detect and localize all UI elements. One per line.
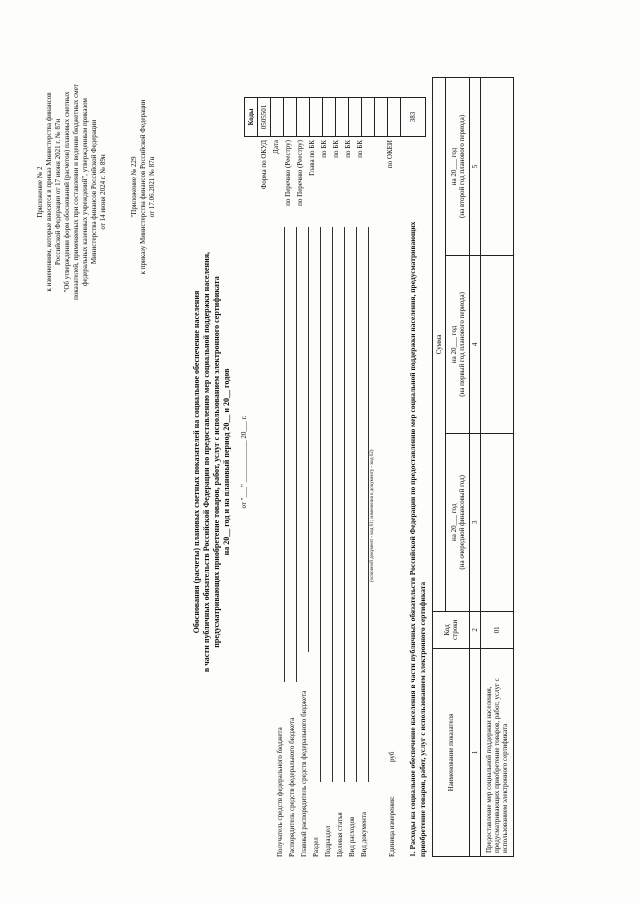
code-cell	[336, 98, 349, 137]
bk-label: по БК	[320, 140, 328, 158]
code-cell	[284, 98, 297, 137]
okei-code: 383	[401, 98, 426, 137]
bk-label: по БК	[356, 140, 364, 158]
appendix229-line: от 17.06.2021 № 87н	[148, 156, 156, 218]
row1-code: 01	[481, 611, 514, 648]
year2-label: на 20___ год	[449, 325, 458, 364]
appendix2-title: Приложение № 2	[36, 166, 44, 218]
rotated-form	[22, 22, 622, 882]
title-line: предусматривающих приобретение товаров, работ, услуг с использованием электронного сертификата	[212, 276, 221, 648]
row1-name-line: предусматривающих приобретение товаров, работ, услуг с	[493, 678, 501, 853]
code-cell	[323, 98, 336, 137]
appendix2-line: Российской Федерации от 17 июня 2021 г. № 87н	[54, 118, 62, 266]
row1-name-line: Предоставление мер социальной поддержки населения,	[485, 686, 493, 853]
appendix2-line: показателей, применяемых при составлении и ведении бюджетных смет	[72, 84, 80, 300]
appendix229-block	[130, 77, 157, 297]
year3-note: (на второй год планового периода)	[457, 114, 466, 218]
row1-name-line: использованием электронного сертификата	[501, 723, 509, 853]
code-cell	[297, 98, 310, 137]
underline	[356, 227, 357, 782]
appendix2-line: к изменениям, которые вносятся в приказ Министерства финансов	[45, 92, 53, 292]
year1-note: (на очередной финансовый год)	[457, 475, 466, 570]
bk-label: по БК	[332, 140, 340, 158]
codes-header: Коды	[245, 98, 258, 137]
date-label: Дата	[272, 140, 280, 154]
code-cell	[349, 98, 362, 137]
appendix229-title: "Приложение № 229	[130, 156, 138, 218]
underline	[308, 227, 309, 652]
row1-cell	[481, 433, 514, 611]
date-line: от "___" ____________ 20___ г.	[240, 415, 248, 509]
document-title	[192, 202, 232, 722]
appendix229-line: к приказу Министерства финансов Российской Федерации	[139, 99, 147, 275]
col-num: 3	[470, 433, 481, 611]
expense-type-label: Вид расходов	[348, 816, 356, 857]
col-num: 2	[470, 611, 481, 648]
list-label: по Перечню (Реестру)	[284, 140, 292, 206]
code-cell	[375, 98, 388, 137]
appendix2-line: Министерства финансов Российской Федерации	[90, 119, 98, 265]
glava-label: Глава по БК	[308, 140, 316, 176]
table-row	[481, 78, 514, 857]
year2-note: (на первый год планового периода)	[457, 292, 466, 397]
code-cell	[388, 98, 401, 137]
code-cell	[362, 98, 375, 137]
chief-label: Главный распорядитель средств федерального бюджета	[300, 690, 308, 857]
title-line: в части публичных обязательств Российской Федерации по предоставлению мер социальной поддержки населения,	[202, 251, 211, 673]
appendix2-line: от 14 июня 2024 г. № 89н	[99, 154, 107, 230]
year2-header	[446, 255, 470, 433]
codes-table	[244, 97, 426, 137]
title-line: Обоснования (расчеты) плановых сметных показателей на социальное обеспечение населения	[192, 290, 201, 634]
row1-cell	[481, 255, 514, 433]
okud-code: 0505501	[258, 98, 271, 137]
underline	[320, 227, 321, 782]
year1-header	[446, 433, 470, 611]
section1-line: приобретение товаров, работ, услуг с использованием электронного сертификата	[418, 581, 427, 857]
appendix2-line: федеральных казенных учреждений", утвержденным приказом	[81, 98, 89, 286]
unit-value: руб	[388, 751, 396, 762]
underline	[284, 227, 285, 682]
underline	[296, 227, 297, 682]
underline	[368, 227, 369, 782]
okei-label: по ОКЕИ	[386, 140, 394, 169]
okud-label: Форма по ОКУД	[260, 140, 268, 190]
underline	[344, 227, 345, 782]
col-code-header: Код строки	[433, 611, 470, 648]
year3-header	[446, 78, 470, 256]
underline	[332, 227, 333, 782]
main-table	[432, 77, 514, 857]
target-label: Целевая статья	[336, 812, 344, 857]
title-line: на 20__ год и на плановый период 20__ и 20__ годов	[222, 368, 231, 556]
year3-label: на 20___ год	[449, 147, 458, 186]
row1-name	[481, 648, 514, 856]
col-num: 5	[470, 78, 481, 256]
podrazdel-label: Подраздел	[324, 825, 332, 857]
col-sum-header: Сумма	[433, 78, 446, 612]
doc-type-label: Вид документа	[360, 811, 368, 857]
list-label: по Перечню (Реестру)	[296, 140, 304, 206]
appendix2-line: "Об утверждении форм обоснований (расчетов) плановых сметных	[63, 91, 71, 293]
row1-cell	[481, 78, 514, 256]
bk-label: по БК	[344, 140, 352, 158]
doc-type-note: (основной документ - код 01; изменения к документу - код 02)	[370, 449, 375, 582]
unit-label: Единица измерения:	[388, 796, 396, 857]
col-num: 1	[470, 648, 481, 856]
col-num: 4	[470, 255, 481, 433]
year1-label: на 20___ год	[449, 503, 458, 542]
code-cell	[310, 98, 323, 137]
code-cell	[271, 98, 284, 137]
manager-label: Распорядитель средств федерального бюджета	[288, 717, 296, 857]
col-name-header: Наименование показателя	[433, 648, 470, 856]
table-row	[470, 78, 481, 857]
razdel-label: Раздел	[312, 837, 320, 857]
section1-line: 1. Расходы на социальное обеспечение населения в части публичных обязательств Российской Федерации по предоставлению мер социальной поддержки населения, предусматривающих	[408, 221, 417, 857]
recipient-label: Получатель средств федерального бюджета	[276, 727, 284, 857]
appendix2-block	[36, 62, 108, 322]
